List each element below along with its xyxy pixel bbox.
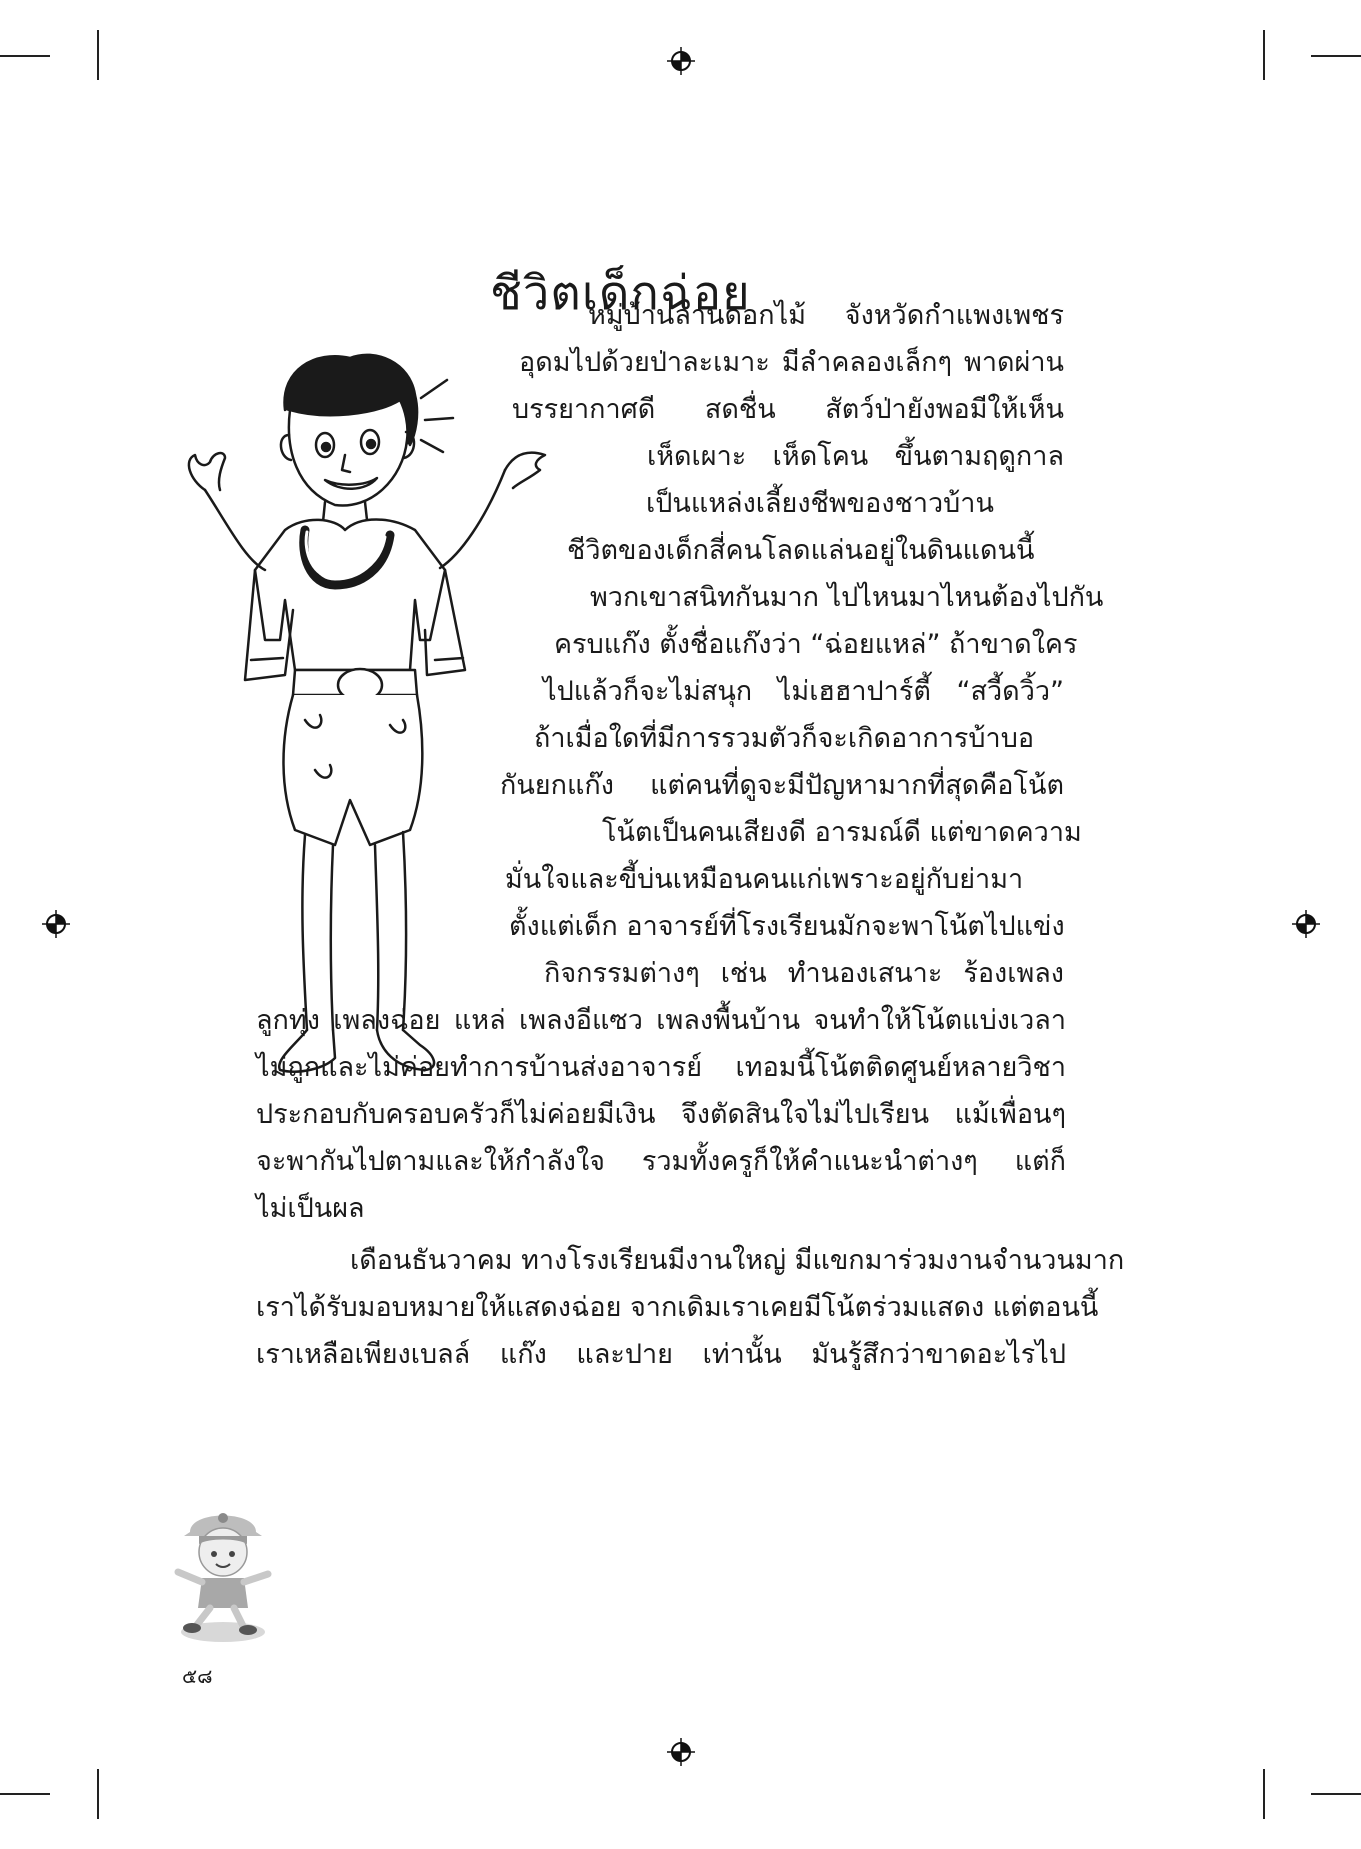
crop-mark: [1311, 1793, 1361, 1795]
text-line: ถ้าเมื่อใดที่มีการรวมตัวก็จะเกิดอาการบ้าบอ: [534, 723, 1035, 754]
text-line: โน้ตเป็นคนเสียงดี อารมณ์ดี แต่ขาดความ: [602, 817, 1082, 848]
crop-mark: [1311, 55, 1361, 57]
text-line: ไม่เป็นผล: [256, 1193, 365, 1224]
kid-mascot-illustration: [168, 1500, 278, 1645]
text-line: พวกเขาสนิทกันมาก ไปไหนมาไหนต้องไปกัน: [590, 582, 1104, 613]
text-line: ตั้งแต่เด็ก อาจารย์ที่โรงเรียนมักจะพาโน้ตไปแข่ง: [509, 911, 1065, 942]
text-line: ไม่ถูกและไม่ค่อยทำการบ้านส่งอาจารย์ เทอมนี้โน้ตติดศูนย์หลายวิชา: [256, 1052, 1066, 1083]
crop-mark: [1263, 30, 1265, 80]
page-number: ๕๘: [182, 1664, 213, 1688]
text-line: เห็ดเผาะ เห็ดโคน ขึ้นตามฤดูกาล: [647, 441, 1064, 472]
text-line: จะพากันไปตามและให้กำลังใจ รวมทั้งครูก็ให้คำแนะนำต่างๆ แต่ก็: [256, 1146, 1066, 1177]
text-line: กิจกรรมต่างๆ เช่น ทำนองเสนาะ ร้องเพลง: [544, 958, 1064, 989]
page-title: ชีวิตเด็กฉ่อย: [490, 266, 751, 321]
crop-mark: [97, 1769, 99, 1819]
crop-mark: [0, 1793, 50, 1795]
crop-mark: [0, 55, 50, 57]
text-line: ครบแก๊ง ตั้งชื่อแก๊งว่า “ฉ่อยแหล่” ถ้าขาดใคร: [554, 629, 1078, 660]
crop-mark: [97, 30, 99, 80]
text-line: หมู่บ้านลานดอกไม้ จังหวัดกำแพงเพชร: [588, 300, 1064, 331]
crop-mark: [1263, 1769, 1265, 1819]
registration-mark-icon: [41, 909, 71, 939]
text-line: ชีวิตของเด็กสี่คนโลดแล่นอยู่ในดินแดนนี้: [567, 535, 1035, 566]
text-line: เดือนธันวาคม ทางโรงเรียนมีงานใหญ่ มีแขกมาร่วมงานจำนวนมาก: [350, 1245, 1125, 1276]
text-line: อุดมไปด้วยป่าละเมาะ มีลำคลองเล็กๆ พาดผ่าน: [519, 347, 1064, 378]
text-line: ลูกทุ่ง เพลงฉ่อย แหล่ เพลงอีแซว เพลงพื้นบ้าน จนทำให้โน้ตแบ่งเวลา: [256, 1005, 1066, 1036]
text-line: ไปแล้วก็จะไม่สนุก ไม่เฮฮาปาร์ตี้ “สวี้ดวิ้ว”: [543, 676, 1064, 707]
registration-mark-icon: [1291, 909, 1321, 939]
text-line: เราเหลือเพียงเบลล์ แก๊ง และปาย เท่านั้น มันรู้สึกว่าขาดอะไรไป: [256, 1339, 1066, 1370]
text-line: กันยกแก๊ง แต่คนที่ดูจะมีปัญหามากที่สุดคือโน้ต: [500, 770, 1064, 801]
text-line: เราได้รับมอบหมายให้แสดงฉ่อย จากเดิมเราเคยมีโน้ตร่วมแสดง แต่ตอนนี้: [256, 1292, 1099, 1323]
text-line: บรรยากาศดี สดชื่น สัตว์ป่ายังพอมีให้เห็น: [512, 394, 1064, 425]
registration-mark-icon: [666, 1737, 696, 1767]
registration-mark-icon: [666, 46, 696, 76]
text-line: เป็นแหล่งเลี้ยงชีพของชาวบ้าน: [646, 488, 994, 519]
text-line: ประกอบกับครอบครัวก็ไม่ค่อยมีเงิน จึงตัดสินใจไม่ไปเรียน แม้เพื่อนๆ: [256, 1099, 1066, 1130]
text-line: มั่นใจและขี้บ่นเหมือนคนแก่เพราะอยู่กับย่ามา: [505, 864, 1024, 895]
